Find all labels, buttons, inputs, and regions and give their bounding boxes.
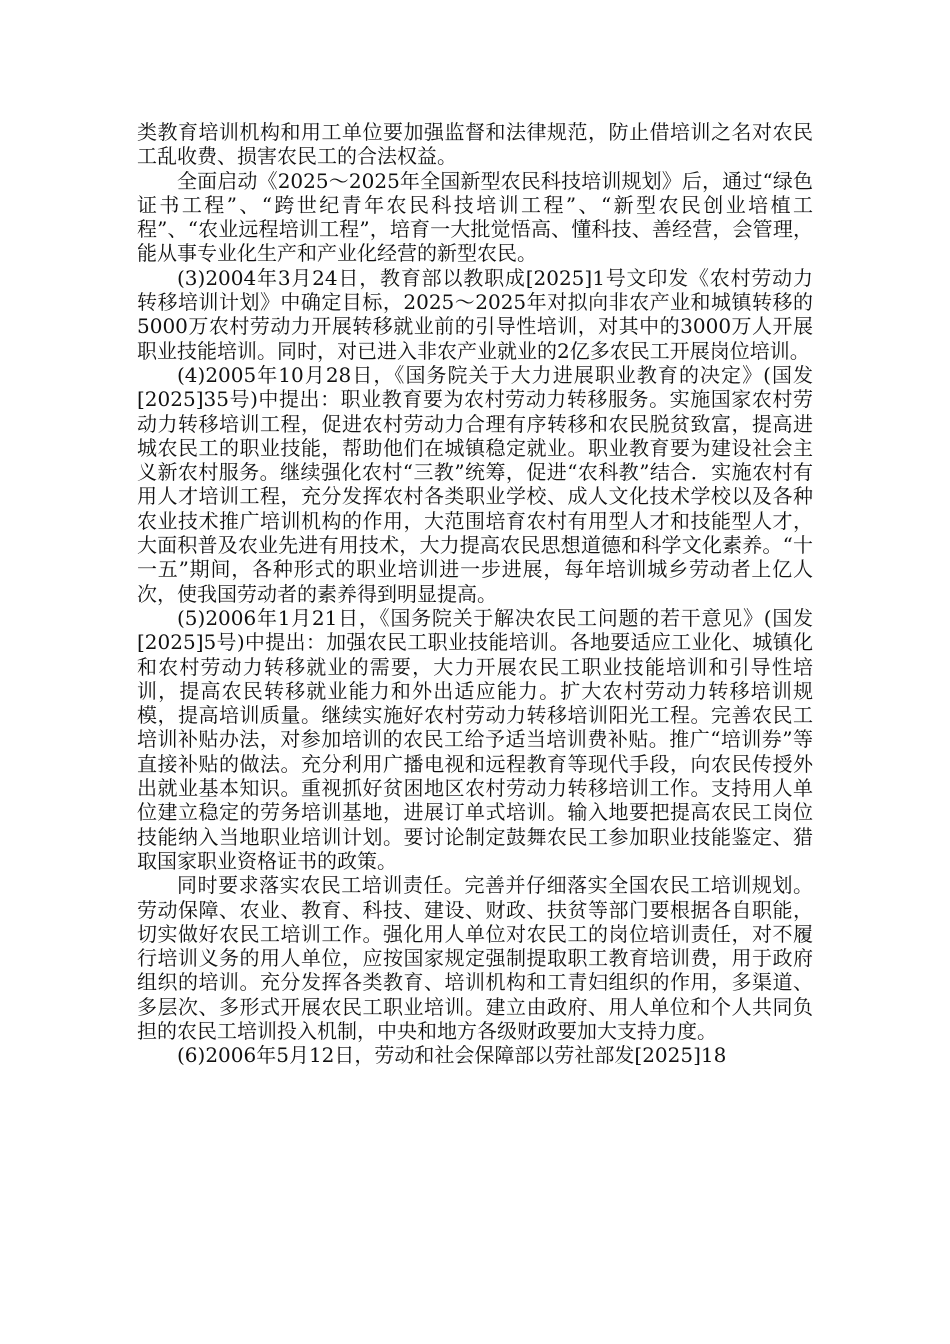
document-body xyxy=(137,120,813,1068)
paragraph-7: (6)2006年5月12日，劳动和社会保障部以劳社部发[2025]18 xyxy=(177,1043,727,1068)
paragraph-5: (5)2006年1月21日，《国务院关于解决农民工问题的若干意见》(国发[2025]5号)中提出：加强农民工职业技能培训。各地要适应工业化、城镇化和农村劳动力转移就业的需要，大力开展农民工职业技能培训和引导性培训，提高农民转移就业能力和外出适应能力。扩大农村劳动力转移培训规模，提高培训质量。继续实施好农村劳动力转移培训阳光工程。完善农民工培训补贴办法，对参加培训的农民工给予适当培训费补贴。推广“培训券”等直接补贴的做法。充分利用广播电视和远程教育等现代手段，向农民传授外出就业基本知识。重视抓好贫困地区农村劳动力转移培训工作。支持用人单位建立稳定的劳务培训基地，进展订单式培训。输入地要把提高农民工岗位技能纳入当地职业培训计划。要讨论制定鼓舞农民工参加职业技能鉴定、猎取国家职业资格证书的政策。 xyxy=(137,605,813,873)
paragraph-1: 类教育培训机构和用工单位要加强监督和法律规范，防止借培训之名对农民工乱收费、损害农民工的合法权益。 xyxy=(137,120,813,169)
paragraph-4: (4)2005年10月28日，《国务院关于大力进展职业教育的决定》(国发[2025]35号)中提出：职业教育要为农村劳动力转移服务。实施国家农村劳动力转移培训工程，促进农村劳动力合理有序转移和农民脱贫致富，提高进城农民工的职业技能，帮助他们在城镇稳定就业。职业教育要为建设社会主义新农村服务。继续强化农村“三教”统筹，促进“农科教”结合．实施农村有用人才培训工程，充分发挥农村各类职业学校、成人文化技术学校以及各种农业技术推广培训机构的作用，大范围培育农村有用型人才和技能型人才，大面积普及农业先进有用技术，大力提高农民思想道德和科学文化素养。“十一五”期间，各种形式的职业培训进一步进展，每年培训城乡劳动者上亿人次，使我国劳动者的素养得到明显提高。 xyxy=(137,362,813,606)
paragraph-6: 同时要求落实农民工培训责任。完善并仔细落实全国农民工培训规划。劳动保障、农业、教育、科技、建设、财政、扶贫等部门要根据各自职能，切实做好农民工培训工作。强化用人单位对农民工的岗位培训责任，对不履行培训义务的用人单位，应按国家规定强制提取职工教育培训费，用于政府组织的培训。充分发挥各类教育、培训机构和工青妇组织的作用，多渠道、多层次、多形式开展农民工职业培训。建立由政府、用人单位和个人共同负担的农民工培训投入机制，中央和地方各级财政要加大支持力度。 xyxy=(137,873,813,1043)
paragraph-3: (3)2004年3月24日，教育部以教职成[2025]1号文印发《农村劳动力转移培训计划》中确定目标，2025～2025年对拟向非农产业和城镇转移的5000万农村劳动力开展转移就业前的引导性培训，对其中的3000万人开展职业技能培训。同时，对已进入非农产业就业的2亿多农民工开展岗位培训。 xyxy=(137,265,813,363)
paragraph-2: 全面启动《2025～2025年全国新型农民科技培训规划》后，通过“绿色证书工程”、“跨世纪青年农民科技培训工程”、“新型农民创业培植工程”、“农业远程培训工程”，培育一大批觉悟高、懂科技、善经营，会管理，能从事专业化生产和产业化经营的新型农民。 xyxy=(137,168,813,266)
